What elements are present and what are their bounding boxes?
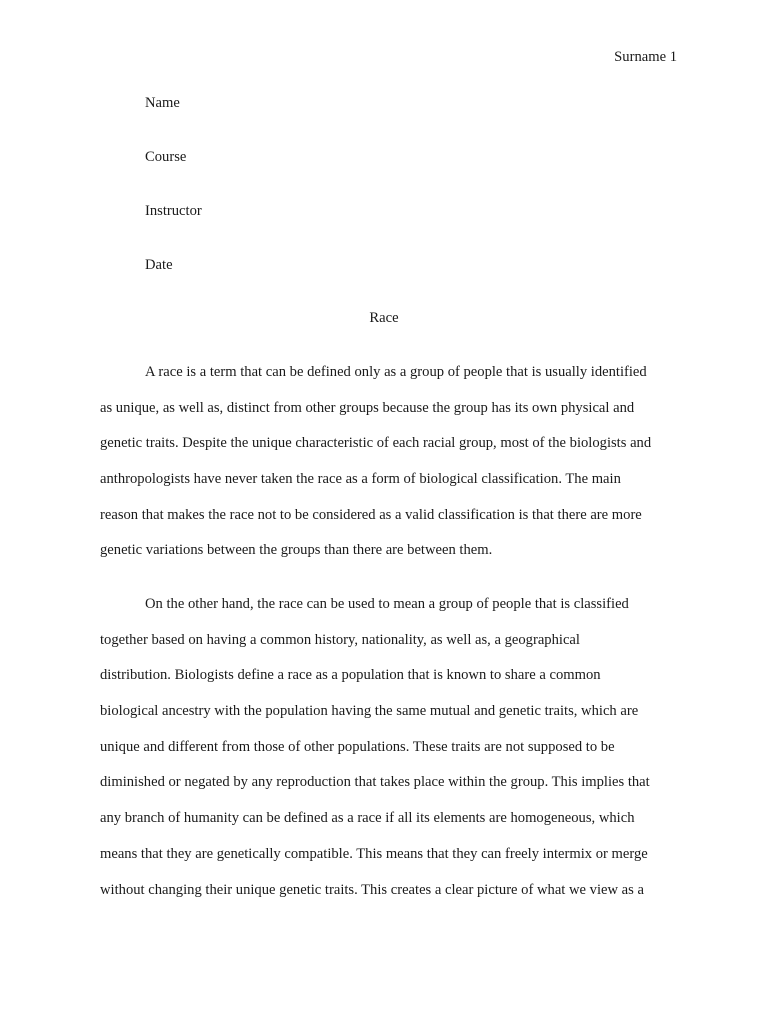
paragraph-1 [100, 362, 700, 576]
running-head: Surname 1 [614, 49, 677, 65]
student-heading [145, 93, 202, 309]
essay-title: Race [369, 310, 399, 326]
paragraph-line: without changing their unique genetic traits. This creates a clear picture of what we view as a [100, 881, 644, 898]
paragraph-2 [100, 594, 700, 915]
paragraph-line: biological ancestry with the population having the same mutual and genetic traits, which are [100, 703, 639, 720]
heading-date: Date [145, 257, 173, 273]
paragraph-line: as unique, as well as, distinct from other groups because the group has its own physical and [100, 399, 635, 416]
paragraph-line: diminished or negated by any reproduction that takes place within the group. This implies that [100, 774, 650, 791]
paragraph-line: anthropologists have never taken the race as a form of biological classification. The main [100, 471, 621, 488]
heading-instructor: Instructor [145, 203, 202, 219]
paragraph-line: genetic variations between the groups than there are between them. [100, 542, 493, 559]
paragraph-line: A race is a term that can be defined only as a group of people that is usually identified [145, 364, 647, 380]
paragraph-line: means that they are genetically compatible. This means that they can freely intermix or merge [100, 845, 648, 862]
paragraph-line: genetic traits. Despite the unique characteristic of each racial group, most of the biologists and [100, 435, 652, 452]
paragraph-line: together based on having a common history, nationality, as well as, a geographical [100, 631, 580, 648]
heading-name: Name [145, 95, 180, 111]
heading-course: Course [145, 149, 187, 165]
paragraph-line: reason that makes the race not to be considered as a valid classification is that there are more [100, 506, 642, 523]
paragraph-line: On the other hand, the race can be used to mean a group of people that is classified [145, 596, 629, 612]
paragraph-line: distribution. Biologists define a race as a population that is known to share a common [100, 667, 601, 684]
paragraph-line: any branch of humanity can be defined as a race if all its elements are homogeneous, which [100, 810, 635, 827]
paragraph-line: unique and different from those of other populations. These traits are not supposed to be [100, 738, 615, 755]
